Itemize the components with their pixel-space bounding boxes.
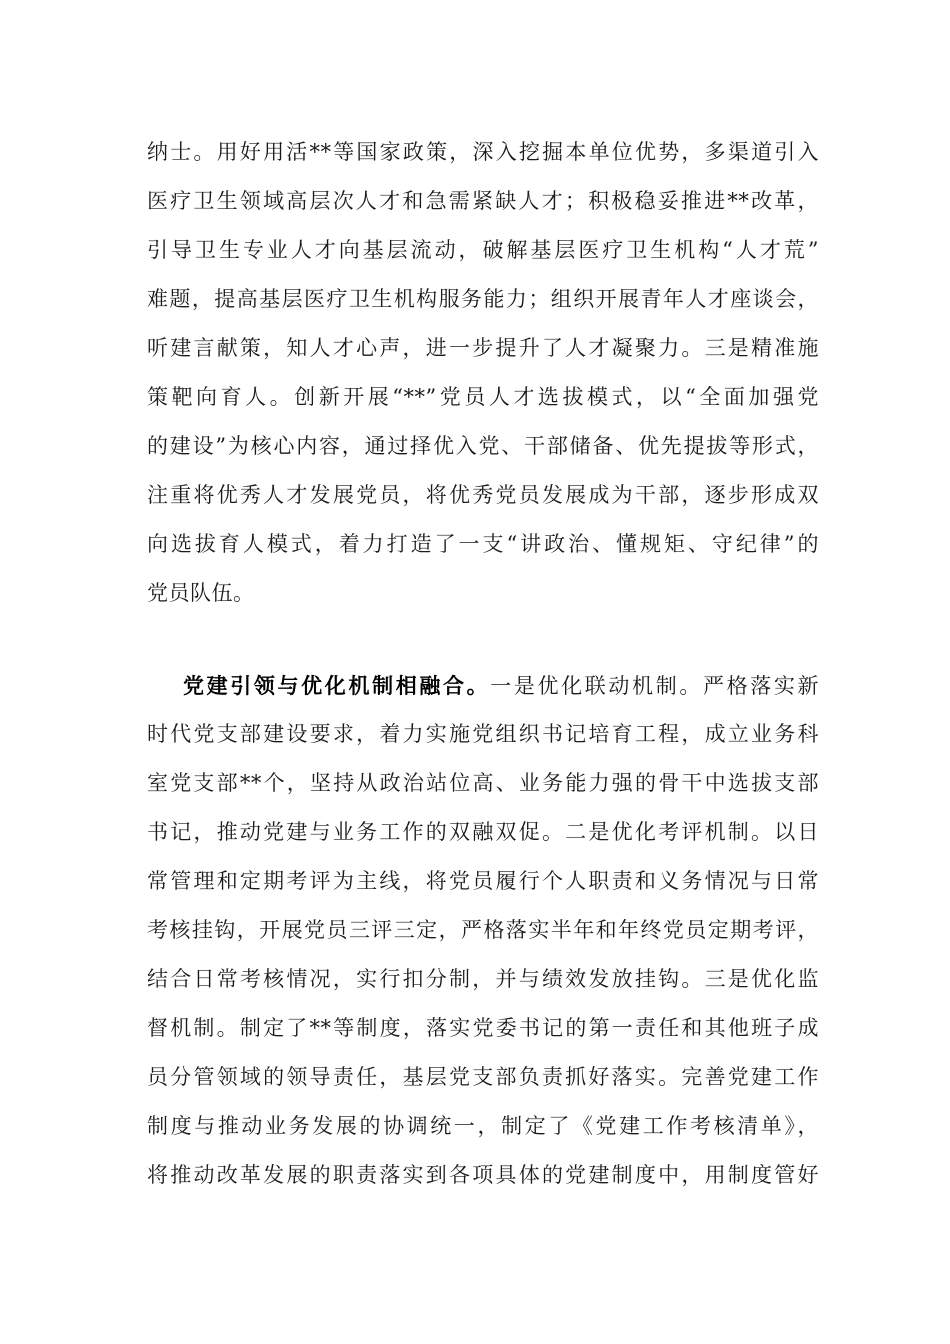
text-line: 常管理和定期考评为主线，将党员履行个人职责和义务情况与日常 (147, 869, 819, 893)
text-line: 听建言献策，知人才心声，进一步提升了人才凝聚力。三是精准施 (147, 336, 819, 360)
paragraph-spacer (147, 618, 819, 661)
text-line: 注重将优秀人才发展党员，将优秀党员发展成为干部，逐步形成双 (147, 483, 819, 507)
document-body (147, 128, 819, 1200)
text-line: 结合日常考核情况，实行扣分制，并与绩效发放挂钩。三是优化监 (147, 967, 819, 991)
text-line: 将推动改革发展的职责落实到各项具体的党建制度中，用制度管好 (147, 1163, 819, 1187)
text-line: 纳士。用好用活**等国家政策，深入挖掘本单位优势，多渠道引入 (147, 140, 819, 164)
paragraph-talent (147, 128, 819, 618)
text-line: 的建设”为核心内容，通过择优入党、干部储备、优先提拔等形式， (147, 434, 819, 458)
text-line: 向选拔育人模式，着力打造了一支“讲政治、懂规矩、守纪律”的 (147, 532, 819, 556)
text-line: 党员队伍。 (147, 581, 255, 605)
text-line (147, 661, 819, 710)
text-line: 医疗卫生领域高层次人才和急需紧缺人才；积极稳妥推进**改革， (147, 189, 819, 213)
text-line: 引导卫生专业人才向基层流动，破解基层医疗卫生机构“人才荒” (147, 238, 819, 262)
paragraph-mechanism (147, 661, 819, 1200)
text-line: 员分管领域的领导责任，基层党支部负责抓好落实。完善党建工作 (147, 1065, 819, 1089)
text-line: 督机制。制定了**等制度，落实党委书记的第一责任和其他班子成 (147, 1016, 819, 1040)
text-line: 时代党支部建设要求，着力实施党组织书记培育工程，成立业务科 (147, 722, 819, 746)
text-line: 难题，提高基层医疗卫生机构服务能力；组织开展青年人才座谈会， (147, 287, 819, 311)
paragraph-heading: 党建引领与优化机制相融合。 (183, 673, 491, 698)
text-line: 书记，推动党建与业务工作的双融双促。二是优化考评机制。以日 (147, 820, 819, 844)
text-line: 室党支部**个，坚持从政治站位高、业务能力强的骨干中选拔支部 (147, 771, 819, 795)
text-line: 制度与推动业务发展的协调统一，制定了《党建工作考核清单》， (147, 1114, 819, 1138)
text-line: 考核挂钩，开展党员三评三定，严格落实半年和年终党员定期考评， (147, 918, 819, 942)
text-line: 策靶向育人。创新开展“**”党员人才选拔模式，以“全面加强党 (147, 385, 819, 409)
heading-continuation: 一是优化联动机制。严格落实新 (490, 674, 819, 698)
